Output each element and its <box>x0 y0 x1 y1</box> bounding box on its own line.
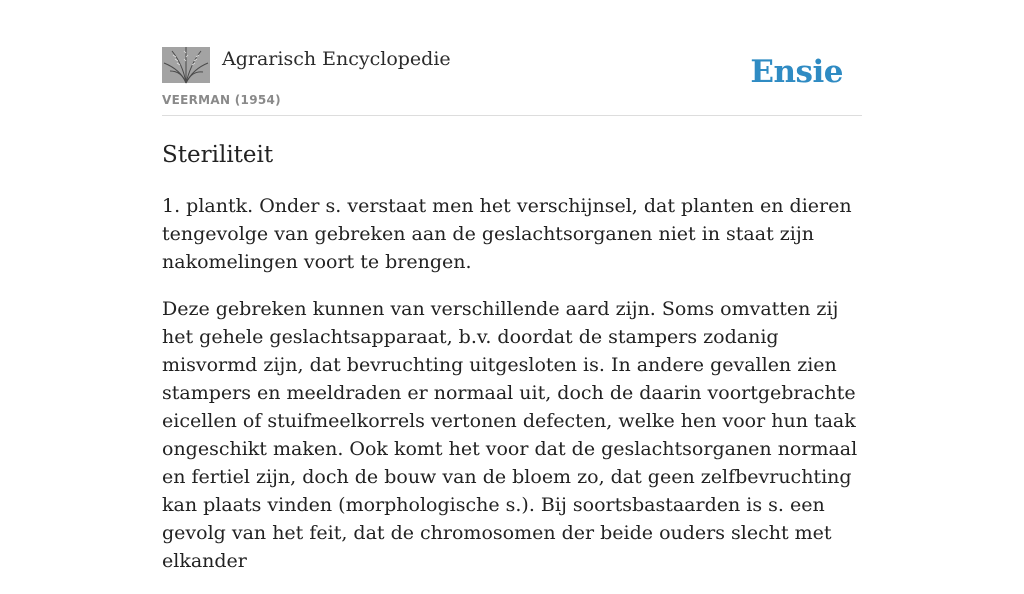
article-paragraph: 1. plantk. Onder s. verstaat men het verschijnsel, dat planten en dieren tengevolge van gebreken aan de geslachtsorganen niet in staat zijn nakomelingen voort te brengen. <box>162 195 852 273</box>
wheat-engraving-icon[interactable] <box>162 47 210 83</box>
article-title: Steriliteit <box>162 142 274 168</box>
brand-logo[interactable]: Ensie <box>750 54 843 90</box>
article-body <box>162 192 862 594</box>
publication-header <box>162 44 862 116</box>
publication-source: VEERMAN (1954) <box>162 93 281 107</box>
publication-title[interactable]: Agrarisch Encyclopedie <box>222 48 451 70</box>
article-paragraph: Deze gebreken kunnen van verschillende aard zijn. Soms omvatten zij het gehele geslachtsapparaat, b.v. doordat de stampers zodanig misvormd zijn, dat bevruchting uitgesloten is. In andere gevallen zien stampers en meeldraden er normaal uit, doch de daarin voortgebrachte eicellen of stuifmeelkorrels vertonen defecten, welke hen voor hun taak ongeschikt maken. Ook komt het voor dat de geslachtsorganen normaal en fertiel zijn, doch de bouw van de bloem zo, dat geen zelfbevruchting kan plaats vinden (morphologische s.). Bij soortsbastaarden is s. een gevolg van het feit, dat de chromosomen der beide ouders slecht met elkander <box>162 298 858 572</box>
